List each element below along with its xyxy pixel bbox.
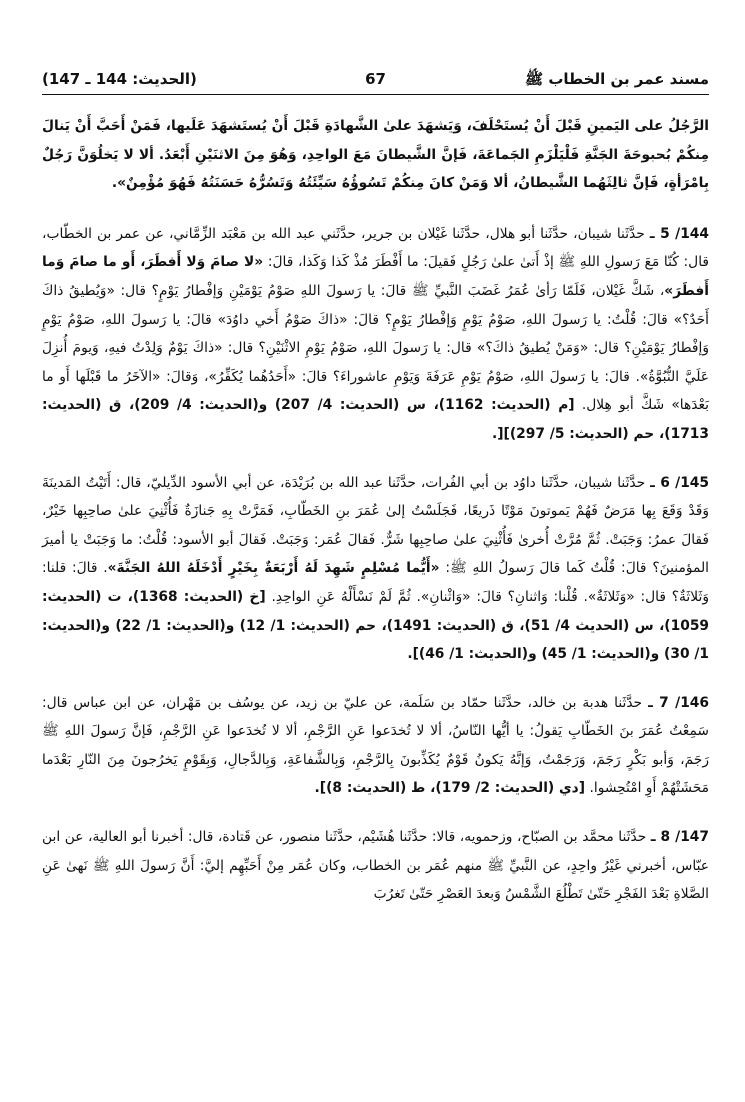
hadith-chain: حدَّثَنا محمَّد بن الصبّاح، وزحمويه، قالا: حدَّثَنا هُشَيْم، حدَّثَنا منصور، عن قَتادة، قال: أخبرنا أبو العالية، عن ابن عبّاس، أخبرني غَيْرُ واحِدٍ، عن النَّبيِّ ﷺ منهم عُمَر بن الخطاب، وكان عُمَر مِنْ أَحَبِّهِم إليَّ: أَنَّ رَسولَ اللهِ ﷺ نَهىٰ عَنِ الصَّلاةِ بَعْدَ الفَجْرِ حَتّىٰ تَطْلُعَ الشَّمْسُ وَبعدَ العَصْرِ حَتّىٰ تَغرُبَ xyxy=(42,829,709,903)
hadith-144 xyxy=(42,220,709,449)
hadith-number: 145/ 6 ـ xyxy=(650,474,710,491)
hadith-147 xyxy=(42,823,709,909)
running-header xyxy=(42,68,709,95)
hadith-text: . قالَ: قلنا: وَثَلاثَةٌ؟ قال: «وَثَلاثَةٌ». قُلْنا: وَاثنانِ؟ قالَ: «وَاثْنانِ». ثُمَّ لَمْ نَسْأَلْهُ عَنِ الواحِدِ. xyxy=(42,560,709,605)
hadith-number: 144/ 5 ـ xyxy=(649,225,709,242)
hadith-quote: «لا صامَ وَلا أَفطَرَ، أَو ما صامَ وَما أَفطَرَ» xyxy=(42,254,709,299)
hadith-number: 147/ 8 ـ xyxy=(650,829,709,846)
hadith-text: ، شَكَّ غَيْلان، فَلَمّا رَأىٰ عُمَرُ غَضَبَ النَّبيِّ ﷺ قالَ: يا رَسولَ اللهِ صَوْمُ يَوْمَيْنِ وَإفْطارُ يَوْمٍ؟ قال: «وَيُطيقُ ذاكَ أَحَدٌ؟» قالَ: قُلْتُ: يا رَسولَ اللهِ، صَوْمُ يَوْمٍ وَإفْطارُ يَوْمٍ؟ قالَ: «ذاكَ صَوْمُ أَخي داوُدَ» قالَ: يا رَسولَ اللهِ، صَوْمُ يَوْمٍ وَإفْطارُ يَوْمَيْنِ؟ قال: «وَمَنْ يُطيقُ ذاكَ؟» قال: يا رَسولَ اللهِ، صَوْمُ يَوْمِ الاثْنَيْنِ؟ قال: «ذاكَ يَوْمٌ وَلِدْتُ فيهِ، وَيومَ أُنزِلَ عَلَيَّ النُّبُوَّةُ». قالَ: يا رَسولَ اللهِ، صَوْمُ يَوْمِ عَرَفَةَ وَيَوْمِ عاشوراءَ؟ قالَ: «أَحَدُهُما يُكَفِّرُ»، وَقالَ: «الآخَرُ ما قَبْلَها أَو ما بَعْدَها» شَكَّ أبو هِلال. xyxy=(42,282,709,414)
page-body xyxy=(42,112,709,929)
continued-text: الرَّجُلُ على اليَمينِ قَبْلَ أَنْ يُستَحْلَفَ، وَيَشهَدَ علىٰ الشَّهادَةِ قَبْلَ أَنْ يُستَشهَدَ عَلَيها، فَمَنْ أَحَبَّ أَنْ يَنالَ مِنكُمْ بُحبوحَةَ الجَنَّةِ فَلْيَلْزَمِ الجَماعَةَ، فَإنَّ الشَّيطانَ مَعَ الواحِدِ، وَهُوَ مِنَ الاثنَيْنِ أَبْعَدُ. ألا لا يَخلُوَنَّ رَجُلٌ بِامْرَأةٍ، فَإنَّ ثالِثَهُما الشَّيطانُ، ألا وَمَنْ كانَ مِنكُمْ تَسُوؤُهُ سَيِّئَتُهُ وَتَسُرُّهُ حَسَنَتُهُ فَهُوَ مُؤْمِنٌ». xyxy=(42,118,709,192)
book-title: مسند عمر بن الخطاب ﷺ xyxy=(524,70,709,88)
hadith-146 xyxy=(42,689,709,803)
hadith-quote: «أَيُّما مُسْلِمٍ شَهِدَ لَهُ أَرْبَعَةٌ بِخَيْرٍ أَدْخَلَهُ اللهُ الجَنَّةَ» xyxy=(107,560,440,577)
hadith-range: (الحديث: 144 ـ 147) xyxy=(42,70,197,88)
page-number: 67 xyxy=(365,70,386,88)
hadith-citation: [دي (الحديث: 2/ 179)، ط (الحديث: 8)]. xyxy=(314,780,586,797)
hadith-citation: [خ (الحديث: 1368)، ت (الحديث: 1059)، س (الحديث 4/ 51)، ق (الحديث: 1491)، حم (الحديث: 1/ 12) و(الحديث: 1/ 22) و(الحديث: 1/ 30) و(الحديث: 1/ 45) و(الحديث: 1/ 46)]. xyxy=(42,588,710,663)
hadith-145 xyxy=(42,469,709,669)
hadith-citation: [م (الحديث: 1162)، س (الحديث: 4/ 207) و(الحديث: 4/ 209)، ق (الحديث: 1713)، حم (الحديث: 5/ 297)][. xyxy=(42,397,709,442)
hadith-chain: حدَّثَنا هدبة بن خالد، حدَّثَنا حمّاد بن سَلَمة، عن عليّ بن زيد، عن يوسُف بن مَهْران، عن ابن عباس قال: سَمِعْتُ عُمَرَ بنَ الخَطّابِ يَقولُ: يا أيُّها النّاسُ، ألا لا تُخدَعوا عَنِ الرَّجْمِ، ألا لا تُخدَعوا عَنِ الرَّجْمِ، فَإنَّ رَسولَ اللهِ ﷺ رَجَمَ، وَأبو بَكْرٍ رَجَمَ، وَرَجَمْتُ، وَإنَّهُ يَكونُ قَوْمٌ يُكَذِّبونَ بِالرَّجْمِ، وَبِالشَّفاعَةِ، وَبِالدَّجالِ، وَبِقَوْمٍ يَخرُجونَ مِنَ النّارِ بَعْدَما مَحَشَتْهُمْ أَوِ امْتُحِشوا. xyxy=(42,694,709,797)
hadith-chain: حدَّثَنا شيبان، حدَّثَنا أبو هلال، حدَّثَنا غَيْلان بن جرير، حدَّثَني عبد الله بن مَعْبَد الزِّمَّاني، عن عمر بن الخطّاب، قال: كُنّا مَعَ رَسولِ اللهِ ﷺ إذْ أَتىٰ علىٰ رَجُلٍ فَقيلَ: ما أَفْطَرَ مُذْ كَذا وَكَذا، قالَ: xyxy=(42,225,709,271)
hadith-number: 146/ 7 ـ xyxy=(648,694,709,711)
hadith-chain: حدَّثَنا شيبان، حدَّثَنا داوُد بن أبي الفُرات، حدَّثَنا عبد الله بن بُرَيْدَة، عن أبي الأسود الدِّيليّ، قال: أَتَيْتُ المَدينَةَ وَقَدْ وَقَعَ بِها مَرَضٌ فَهُمْ يَموتونَ مَوْتًا ذَريعًا، فَجَلَسْتُ إلىٰ عُمَرَ بنِ الخَطّابِ، فَمَرَّتْ بِهِ جَنازَةٌ فَأُثْنِيَ علىٰ صاحِبِها خَيْرٌ، فَقالَ عمرُ: وَجَبَتْ. ثُمَّ مُرَّتْ أُخرىٰ فَأُثْنِيَ علىٰ صاحِبِها شَرٌّ. فَقالَ عُمَر: وَجَبَتْ. فَقالَ أبو الأسود: قُلْتُ: ما وَجَبَتْ يا أميرَ المؤمنينَ؟ قالَ: قُلْتُ كَما قالَ رَسولُ اللهِ ﷺ: xyxy=(42,474,710,577)
